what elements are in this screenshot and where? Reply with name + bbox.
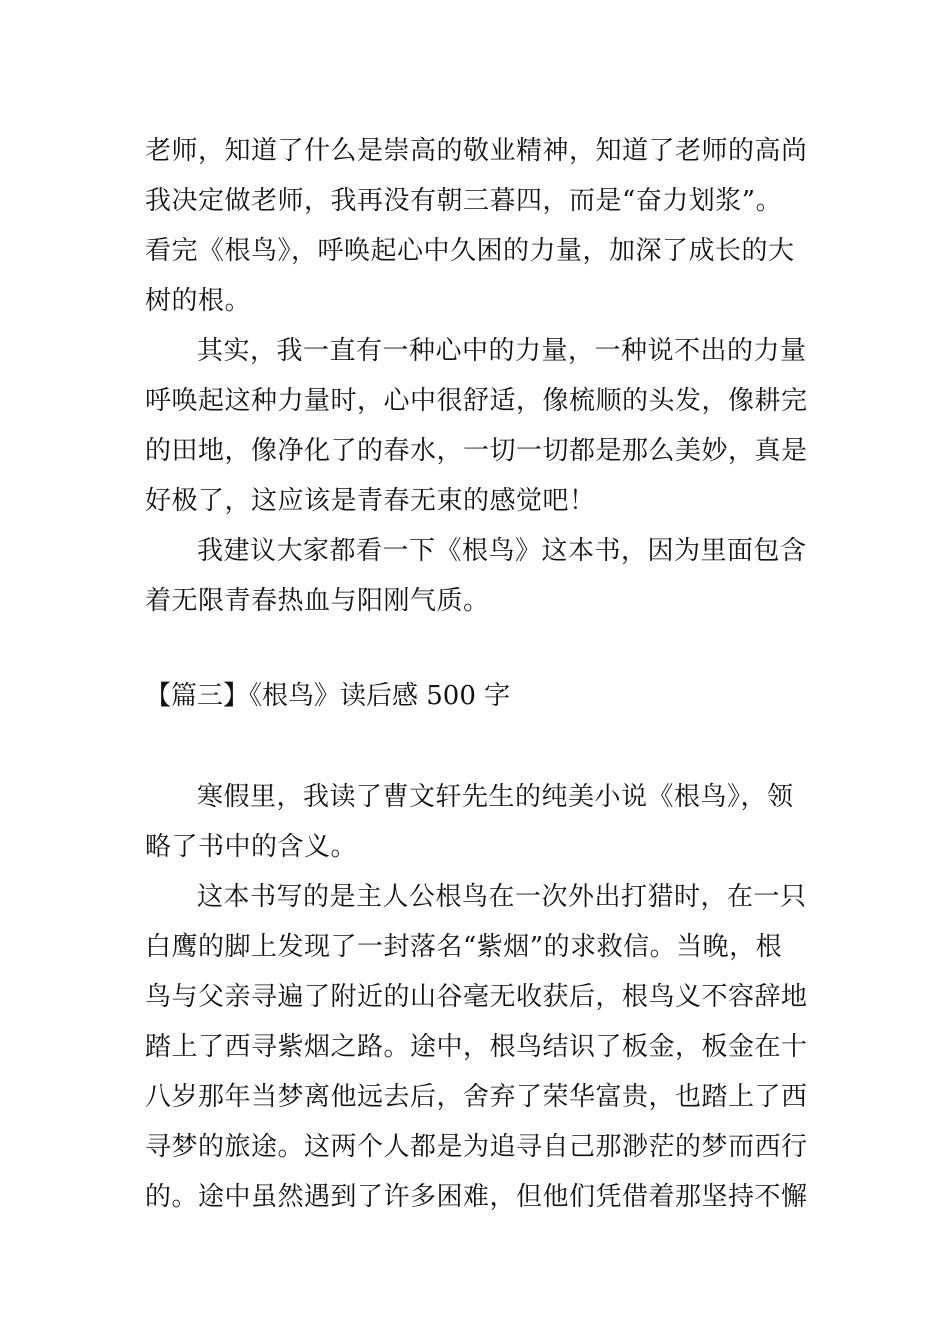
paragraph-line: 白鹰的脚上发现了一封落名“紫烟”的求救信。当晚，根 xyxy=(145,932,783,962)
paragraph-line: 这本书写的是主人公根鸟在一次外出打猎时，在一只 xyxy=(197,882,807,912)
paragraph-line: 呼唤起这种力量时，心中很舒适，像梳顺的头发，像耕完 xyxy=(145,386,808,416)
paragraph-line: 其实，我一直有一种心中的力量，一种说不出的力量 xyxy=(197,336,807,366)
paragraph-line: 我决定做老师，我再没有朝三暮四，而是“奋力划浆”。 xyxy=(145,186,783,216)
paragraph-line: 看完《根鸟》，呼唤起心中久困的力量，加深了成长的大 xyxy=(145,236,795,266)
paragraph-line: 我建议大家都看一下《根鸟》这本书，因为里面包含 xyxy=(197,536,807,566)
paragraph-line: 老师，知道了什么是崇高的敬业精神，知道了老师的高尚 xyxy=(145,136,808,166)
paragraph-line: 的田地，像净化了的春水，一切一切都是那么美妙，真是 xyxy=(145,436,808,466)
paragraph-line: 寒假里，我读了曹文轩先生的纯美小说《根鸟》，领 xyxy=(197,782,794,812)
paragraph-line: 着无限青春热血与阳刚气质。 xyxy=(145,586,490,616)
paragraph-line: 寻梦的旅途。这两个人都是为追寻自己那渺茫的梦而西行 xyxy=(145,1132,808,1162)
section-heading: 【篇三】《根鸟》读后感 500 字 xyxy=(145,681,511,711)
paragraph-line: 的。途中虽然遇到了许多困难，但他们凭借着那坚持不懈 xyxy=(145,1182,808,1212)
text-block-1 xyxy=(145,126,810,626)
paragraph-line: 八岁那年当梦离他远去后，舍弃了荣华富贵，也踏上了西 xyxy=(145,1082,808,1112)
text-block-2 xyxy=(145,772,810,1222)
paragraph-line: 略了书中的含义。 xyxy=(145,832,358,862)
paragraph-line: 好极了，这应该是青春无束的感觉吧！ xyxy=(145,486,596,516)
paragraph-line: 鸟与父亲寻遍了附近的山谷毫无收获后，根鸟义不容辞地 xyxy=(145,982,808,1012)
paragraph-line: 树的根。 xyxy=(145,286,252,316)
paragraph-line: 踏上了西寻紫烟之路。途中，根鸟结识了板金，板金在十 xyxy=(145,1032,808,1062)
